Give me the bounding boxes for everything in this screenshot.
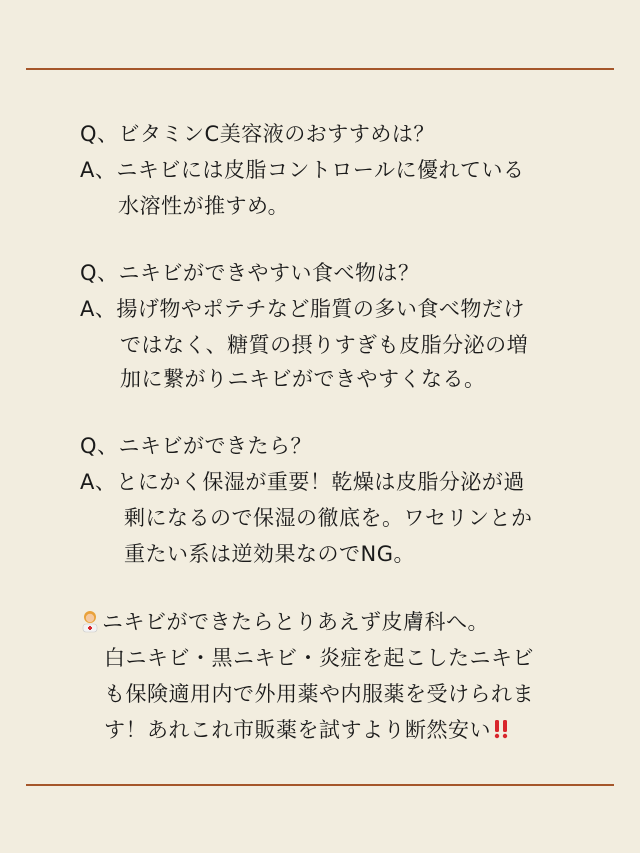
tip-line-1 [80,608,489,636]
question-2: Q、ニキビができやすい食べ物は？ [80,261,420,285]
answer-3-line-2: 剰になるので保湿の徹底を。ワセリンとか [124,506,533,530]
bottom-divider [26,784,614,786]
top-divider [26,68,614,70]
tip-line-3: も保険適用内で外用薬や内服薬を受けられま [104,682,534,706]
answer-2-line-1: A、揚げ物やポテチなど脂質の多い食べ物だけ [80,297,525,321]
answer-2-line-3: 加に繋がりニキビができやすくなる。 [120,367,486,391]
woman-health-worker-icon [80,609,100,633]
answer-3-line-3: 重たい系は逆効果なのでNG。 [124,542,415,566]
answer-1-line-1: A、ニキビには皮脂コントロールに優れている [80,158,525,182]
question-1: Q、ビタミンC美容液のおすすめは？ [80,122,435,146]
answer-1-line-2: 水溶性が推すめ。 [118,194,290,218]
tip-text-4: す！あれこれ市販薬を試すより断然安い [104,718,491,742]
tip-line-2: 白ニキビ・黒ニキビ・炎症を起こしたニキビ [104,646,534,670]
tip-line-4 [104,716,509,744]
answer-3-line-1: A、とにかく保湿が重要！乾燥は皮脂分泌が過 [80,470,525,494]
answer-2-line-2: ではなく、糖質の摂りすぎも皮脂分泌の増 [120,333,529,357]
tip-text-1: ニキビができたらとりあえず皮膚科へ。 [102,610,489,634]
double-exclamation-icon [493,718,509,740]
question-3: Q、ニキビができたら？ [80,434,313,458]
